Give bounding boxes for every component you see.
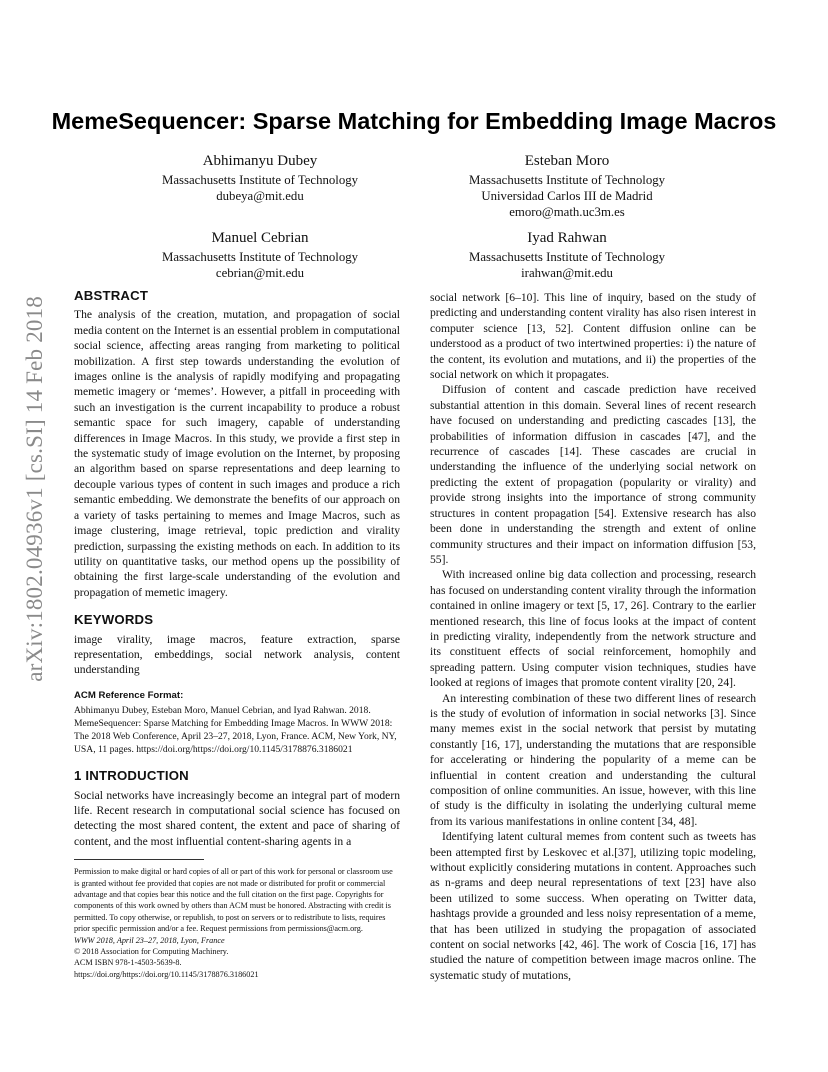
body-paragraph: Identifying latent cultural memes from content such as tweets has been attempted first by Leskovec et al.[37], utilizing topic modeling, without explicitly considering mutations in content. Approaches such as n-grams and deep neural representations of text [23] have also been utilized to some success. When operating on Twitter data, hashtags provide a grounded and less noisy representation of a meme, that has been utilized in studying the propagation of associated content on social networks [42, 46]. The work of Coscia [16, 17] has studied the nature of competition between image macros online. The systematic study of mutations, xyxy=(430,830,756,982)
right-column xyxy=(430,290,756,983)
author-affiliation-secondary: Universidad Carlos III de Madrid xyxy=(481,189,653,203)
footnote-rule xyxy=(74,859,204,860)
keywords-text: image virality, image macros, feature extraction, sparse representation, embeddings, social network analysis, content understanding xyxy=(74,632,400,677)
abstract-heading: ABSTRACT xyxy=(74,288,149,303)
permission-text: Permission to make digital or hard copies of all or part of this work for personal or classroom use is granted without fee provided that copies are not made or distributed for profit or commercial advantage and that copies bear this notice and the full citation on the first page. Copyrights for components of this work owned by others than ACM must be honored. Abstracting with credit is permitted. To copy otherwise, or republish, to post on servers or to redistribute to lists, requires prior specific permission and/or a fee. Request permissions from permissions@acm.org. xyxy=(74,867,393,934)
permission-footnote xyxy=(74,866,400,980)
author-email[interactable]: dubeya@mit.edu xyxy=(216,189,304,203)
author-affiliation: Massachusetts Institute of Technology xyxy=(468,250,666,264)
body-paragraph: Diffusion of content and cascade prediction have received substantial attention in this domain. Several lines of recent research have focused on understanding and predicting cascades [13], the probabilities of information diffusion in cascades [47], and the recurrence of cascades [14]. These cascades are crucial in understanding the influence of the underlying social network on predicting the extent of propagation (popularity or virality) and provide strong insights into the importance of strong community structures in content propagation [54]. Extensive research has also been done in understanding the strength and extent of online community structures and their impact on information diffusion [53, 55]. xyxy=(430,383,756,566)
acm-reference-text: Abhimanyu Dubey, Esteban Moro, Manuel Cebrian, and Iyad Rahwan. 2018. MemeSequencer: Sparse Matching for Embedding Image Macros. In WWW 2018: The 2018 Web Conference, April 23–27, 2018, Lyon, France. ACM, New York, NY, USA, 11 pages. https://doi.org/https://doi.org/10.1145/3178876.3186021 xyxy=(74,705,397,756)
author-name: Iyad Rahwan xyxy=(527,230,607,246)
arxiv-stamp xyxy=(22,296,56,756)
abstract-text: The analysis of the creation, mutation, and propagation of social media content on the Internet is an essential problem in computational social science, affecting areas ranging from marketing to political mobilization. A first step towards understanding the evolution of images online is the analysis of rapidly modifying and propagating memetic imagery or ‘memes’. However, a pitfall in proceeding with such an investigation is the current incapability to produce a robust semantic space for such imagery, capable of understanding differences in Image Macros. In this study, we provide a first step in the systematic study of image evolution on the Internet, by proposing an algorithm based on sparse representations and deep learning to decouple various types of content in such images and produce a rich semantic embedding. We demonstrate the benefits of our approach on a variety of tasks pertaining to memes and Image Macros, such as image clustering, image retrieval, topic prediction and virality prediction, surpassing the existing methods on each. In addition to its utility on quantitative tasks, our method opens up the possibility of obtaining the first large-scale understanding of the evolution and propagation of memetic imagery. xyxy=(74,308,400,599)
keywords-heading: KEYWORDS xyxy=(74,612,154,628)
author-block-dubey xyxy=(110,151,410,204)
doi-link[interactable]: https://doi.org/https://doi.org/10.1145/3178876.3186021 xyxy=(74,969,259,979)
introduction-heading: 1 INTRODUCTION xyxy=(74,768,189,784)
author-email[interactable]: cebrian@mit.edu xyxy=(215,266,305,280)
author-affiliation: Massachusetts Institute of Technology xyxy=(161,173,359,187)
author-name: Abhimanyu Dubey xyxy=(202,153,318,169)
author-name: Esteban Moro xyxy=(524,153,610,169)
body-paragraph: social network [6–10]. This line of inquiry, based on the study of predicting and understanding content virality has also risen interest in computer science [13, 52]. Content diffusion online can be understood as a product of two intertwined properties: i) the nature of the content, its evolution and mutations, and ii) the properties of the social network on which it propagates. xyxy=(430,291,756,382)
copyright-text: © 2018 Association for Computing Machinery. xyxy=(74,947,229,957)
author-block-rahwan xyxy=(417,228,717,281)
introduction-text: Social networks have increasingly become an integral part of modern life. Recent research in computational social science has focused on detecting the most shared content, the extent and pace of sharing of content, and the most influential content-sharing agents in a xyxy=(74,788,400,848)
author-affiliation: Massachusetts Institute of Technology xyxy=(468,173,666,187)
conference-text: WWW 2018, April 23–27, 2018, Lyon, France xyxy=(74,935,225,945)
body-paragraph: An interesting combination of these two different lines of research is the study of evolution of information in social networks [3]. Since many memes exist in the social network that persist by mutating constantly [16, 17], understanding the mutations that are responsible for accelerating or hindering the popularity of a meme can be influential in content creation and understanding the cultural composition of online communities. An issue, however, with this line of study is the difficulty in isolating the underlying cultural meme from its various manifestations in online content [34, 48]. xyxy=(430,691,756,828)
author-block-moro xyxy=(417,151,717,220)
author-affiliation: Massachusetts Institute of Technology xyxy=(161,250,359,264)
isbn-text: ACM ISBN 978-1-4503-5639-8. xyxy=(74,958,182,968)
left-column xyxy=(74,288,400,980)
author-email[interactable]: emoro@math.uc3m.es xyxy=(509,205,625,219)
author-name: Manuel Cebrian xyxy=(211,230,309,246)
arxiv-stamp-text: arXiv:1802.04936v1 [cs.SI] 14 Feb 2018 xyxy=(22,296,47,682)
paper-title: MemeSequencer: Sparse Matching for Embedding Image Macros xyxy=(51,108,777,134)
body-paragraph: With increased online big data collection and processing, research has focused on understanding content virality through the information contained in online imagery or text [5, 17, 26]. Contrary to the earlier mentioned research, this line of focus looks at the impact of content in predicting virality, independently from the network structure and its constituent effects of social reinforcement, homophily and spreading pattern. Using computer vision techniques, studies have looked at regions of images that promote content virality [20, 24]. xyxy=(430,568,756,690)
author-block-cebrian xyxy=(110,228,410,281)
author-email[interactable]: irahwan@mit.edu xyxy=(521,266,613,280)
acm-reference-heading: ACM Reference Format: xyxy=(74,689,184,701)
